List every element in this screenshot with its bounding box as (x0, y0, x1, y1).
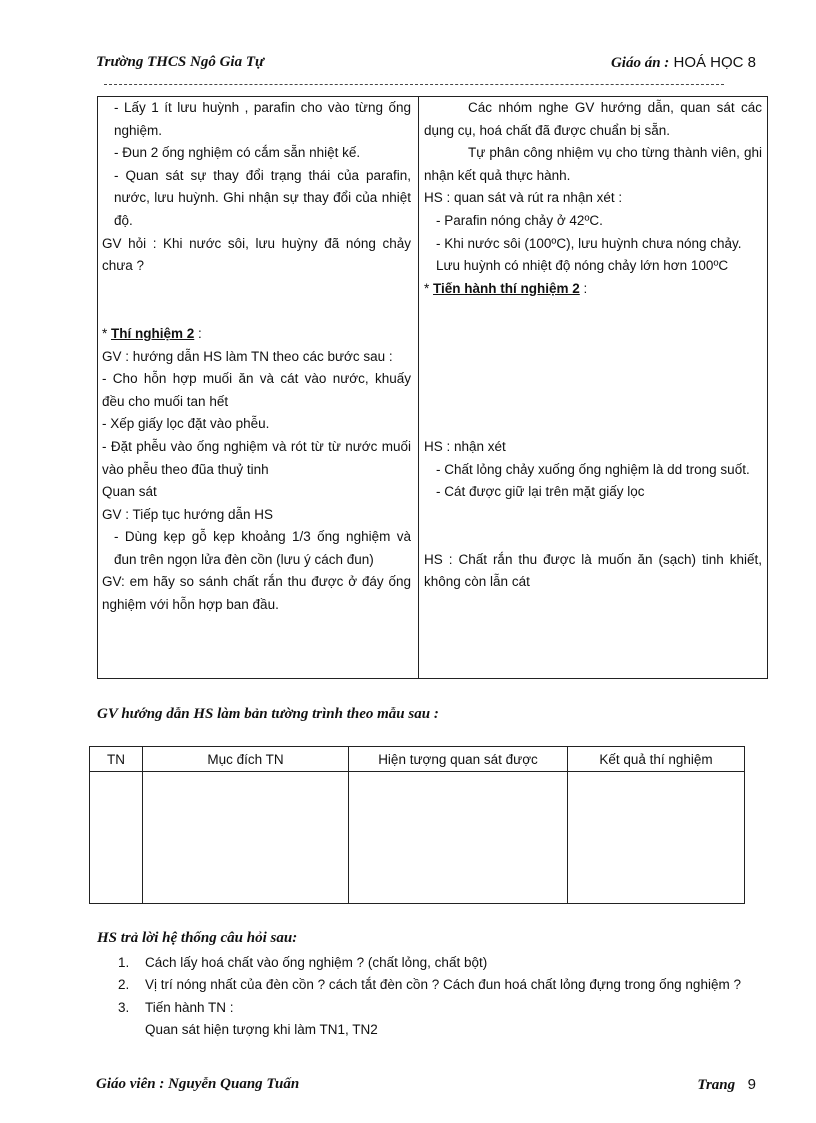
left-experiment-2-heading: * Thí nghiệm 2 : (102, 325, 202, 341)
question-2: Vị trí nóng nhất của đèn cồn ? cách tắt đèn cồn ? Cách đun hoá chất lỏng đựng trong ống nghiệm ? (145, 977, 741, 993)
left-line-10: GV : Tiếp tục hướng dẫn HS (102, 506, 273, 522)
right-line-2: Tự phân công nhiệm vụ cho từng thành viên, ghi nhận kết quả thực hành. (424, 145, 762, 183)
list-item: 2. Vị trí nóng nhất của đèn cồn ? cách tắt đèn cồn ? Cách đun hoá chất lỏng đựng trong ống nghiệm ? (118, 974, 763, 996)
page-footer-number (697, 1076, 756, 1094)
report-title: GV hướng dẫn HS làm bản tường trình theo mẫu sau : (97, 706, 439, 722)
page-header (96, 54, 756, 76)
page-label: Trang (697, 1077, 736, 1093)
school-name: Trường THCS Ngô Gia Tự (96, 54, 264, 70)
list-item: 3. Tiến hành TN : (118, 997, 763, 1019)
report-cell (90, 772, 143, 904)
header-right (611, 54, 756, 72)
left-line-1: - Lấy 1 ít lưu huỳnh , parafin cho vào từng ống nghiệm. (114, 100, 411, 138)
left-line-8: - Đặt phễu vào ống nghiệm và rót từ từ nước muối vào phễu theo đũa thuỷ tinh (102, 438, 411, 477)
right-line-8: - Chất lỏng chảy xuống ống nghiệm là dd trong suốt. (436, 461, 750, 477)
left-line-6: - Cho hỗn hợp muối ăn và cát vào nước, khuấy đều cho muối tan hết (102, 371, 411, 409)
col-header-purpose: Mục đích TN (143, 747, 349, 772)
right-line-9: - Cát được giữ lại trên mặt giấy lọc (436, 484, 645, 500)
col-header-tn: TN (90, 747, 143, 772)
left-line-12: GV: em hãy so sánh chất rắn thu được ở đáy ống nghiệm với hỗn hợp ban đầu. (102, 574, 411, 613)
right-line-1: Các nhóm nghe GV hướng dẫn, quan sát các dụng cụ, hoá chất đã được chuẩn bị sẵn. (424, 100, 762, 138)
right-line-6: Lưu huỳnh có nhiệt độ nóng chảy lớn hơn 100ºC (436, 258, 729, 274)
left-line-7: - Xếp giấy lọc đặt vào phễu. (102, 416, 270, 432)
teacher-name: Giáo viên : Nguyễn Quang Tuấn (96, 1076, 300, 1092)
question-3: Tiến hành TN : (145, 999, 234, 1015)
list-item (118, 1019, 763, 1041)
report-cell (143, 772, 349, 904)
right-line-5: - Khi nước sôi (100ºC), lưu huỳnh chưa nóng chảy. (436, 235, 742, 251)
right-experiment-2-heading: * Tiến hành thí nghiệm 2 : (424, 280, 588, 296)
col-header-phenomenon: Hiện tượng quan sát được (349, 747, 568, 772)
questions-title: HS trả lời hệ thống câu hỏi sau: (97, 930, 298, 946)
list-item: 1. Cách lấy hoá chất vào ống nghiệm ? (chất lỏng, chất bột) (118, 952, 763, 974)
activity-table (97, 96, 768, 679)
left-line-5: GV : hướng dẫn HS làm TN theo các bước sau : (102, 348, 393, 364)
left-line-2: - Đun 2 ống nghiệm có cắm sẵn nhiệt kế. (114, 145, 361, 161)
question-3-detail: Quan sát hiện tượng khi làm TN1, TN2 (145, 1022, 378, 1038)
left-line-9: Quan sát (102, 484, 157, 500)
report-cell (349, 772, 568, 904)
right-line-4: - Parafin nóng chảy ở 42ºC. (436, 212, 603, 228)
right-experiment-2-title: Tiến hành thí nghiệm 2 (433, 280, 580, 296)
plan-label: Giáo án : (610, 55, 670, 71)
header-divider (104, 84, 724, 85)
left-line-11: - Dùng kẹp gỗ kẹp khoảng 1/3 ống nghiệm và đun trên ngọn lửa đèn cồn (lưu ý cách đun) (114, 529, 411, 567)
report-template-table (89, 746, 745, 904)
right-line-10: HS : Chất rắn thu được là muốn ăn (sạch) tinh khiết, không còn lẫn cát (424, 551, 762, 590)
col-header-result: Kết quả thí nghiệm (568, 747, 745, 772)
right-line-3: HS : quan sát và rút ra nhận xét : (424, 190, 623, 206)
column-divider (418, 97, 419, 678)
left-line-3: - Quan sát sự thay đổi trạng thái của parafin, nước, lưu huỳnh. Ghi nhận sự thay đổi của nhiệt độ. (114, 167, 411, 228)
left-experiment-2-title: Thí nghiệm 2 (111, 325, 195, 341)
teacher-column (102, 97, 411, 617)
student-column (424, 97, 762, 594)
question-list (118, 952, 763, 1042)
right-line-7: HS : nhận xét (424, 438, 506, 454)
left-line-4: GV hỏi : Khi nước sôi, lưu huỳny đã nóng chảy chưa ? (102, 235, 411, 274)
subject-name: HOÁ HỌC 8 (673, 54, 756, 71)
question-1: Cách lấy hoá chất vào ống nghiệm ? (chất lỏng, chất bột) (145, 955, 488, 970)
report-cell (568, 772, 745, 904)
page-number: 9 (747, 1076, 756, 1093)
